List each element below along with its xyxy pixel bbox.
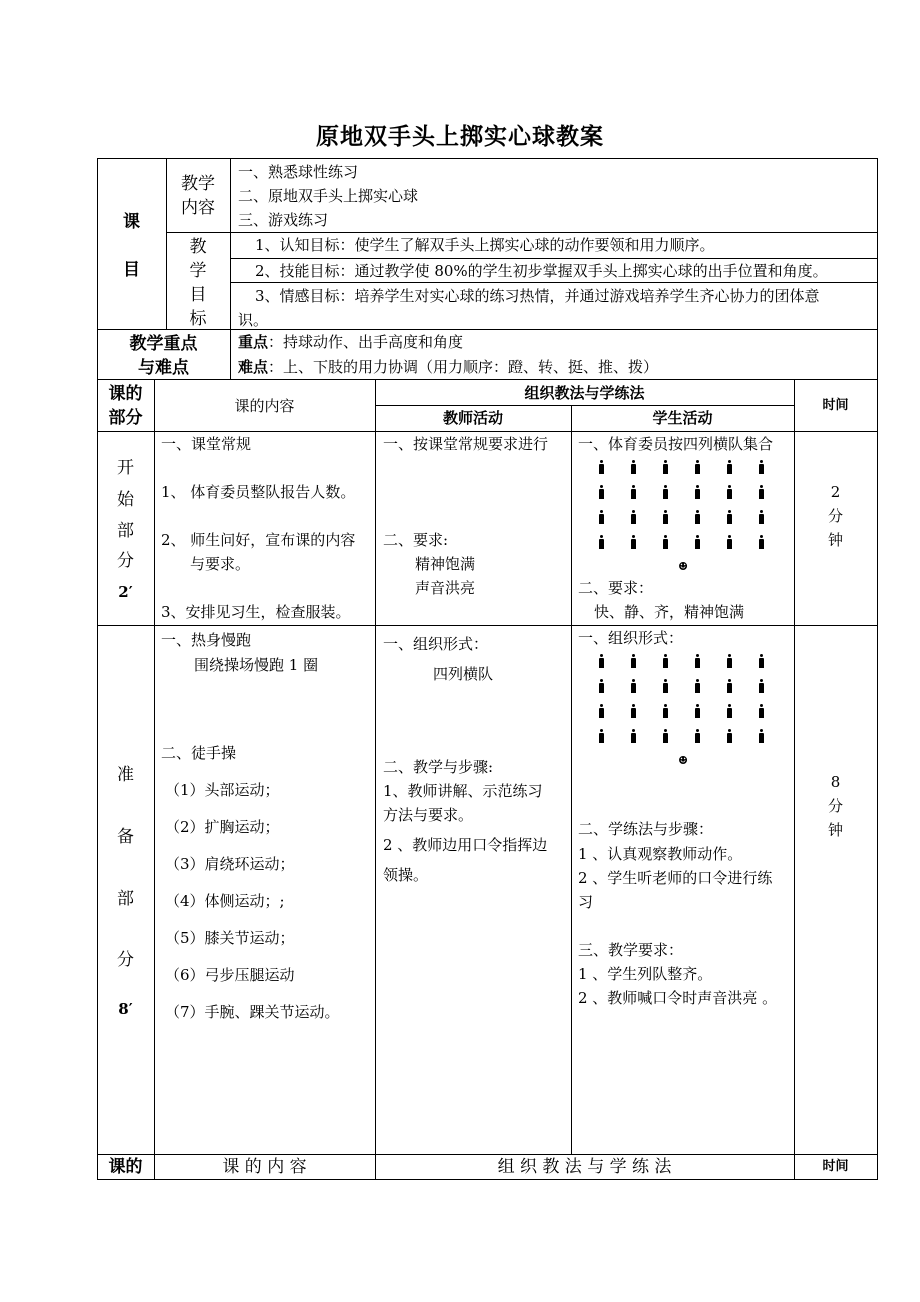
content-label-l1: 教学 bbox=[181, 174, 215, 194]
page-title: 原地双手头上掷实心球教案 bbox=[316, 123, 604, 150]
standing-person-icon bbox=[695, 654, 700, 668]
prep-part-char: 部 bbox=[117, 889, 134, 909]
smiley-face-icon: ☻ bbox=[678, 560, 688, 573]
start-teacher-line: 二、要求: bbox=[383, 531, 449, 549]
difficulty-text: ：上、下肢的用力协调（用力顺序：蹬、转、挺、推、拨） bbox=[268, 358, 659, 376]
col-content: 课的内容 bbox=[234, 397, 295, 415]
prep-time-char: 8 bbox=[830, 773, 841, 791]
objective-item: 2、技能目标：通过教学使 80%的学生初步掌握双手头上掷实心球的出手位置和角度。 bbox=[255, 262, 828, 280]
start-part-minutes: 2′ bbox=[118, 583, 133, 601]
standing-person-icon bbox=[663, 510, 668, 524]
start-content-line: 2、 师生问好，宣布课的内容 bbox=[161, 531, 356, 549]
standing-person-icon bbox=[727, 654, 732, 668]
prep-student-line: 二、学练法与步骤： bbox=[578, 820, 714, 838]
standing-person-icon bbox=[759, 654, 764, 668]
standing-person-icon bbox=[599, 654, 604, 668]
standing-person-icon bbox=[727, 729, 732, 743]
prep-student-line: 1 、认真观察教师动作。 bbox=[578, 845, 743, 863]
prep-part-char: 备 bbox=[117, 827, 134, 847]
prep-content-line: （1）头部运动； bbox=[165, 781, 280, 799]
start-content-line: 3、安排见习生，检查服装。 bbox=[161, 603, 351, 621]
start-student-line: 快、静、齐，精神饱满 bbox=[594, 603, 745, 621]
standing-person-icon bbox=[631, 704, 636, 718]
prep-content-line: （3）肩绕环运动； bbox=[165, 855, 295, 873]
smiley-face-icon: ☻ bbox=[678, 754, 688, 767]
prep-time-char: 分 bbox=[827, 797, 843, 815]
col-part-l1: 课的 bbox=[108, 384, 143, 404]
standing-person-icon bbox=[759, 510, 764, 524]
footer-time: 时间 bbox=[822, 1159, 849, 1174]
standing-person-icon bbox=[663, 729, 668, 743]
standing-person-icon bbox=[631, 535, 636, 549]
standing-person-icon bbox=[631, 510, 636, 524]
standing-person-icon bbox=[631, 679, 636, 693]
standing-person-icon bbox=[695, 729, 700, 743]
prep-teacher-line: 一、组织形式： bbox=[383, 635, 489, 653]
prep-student-line: 2 、教师喊口令时声音洪亮 。 bbox=[578, 989, 778, 1007]
standing-person-icon bbox=[631, 460, 636, 474]
footer-organization: 组 织 教 法 与 学 练 法 bbox=[497, 1157, 672, 1177]
content-item: 一、熟悉球性练习 bbox=[238, 163, 359, 181]
standing-person-icon bbox=[663, 485, 668, 499]
standing-person-icon bbox=[663, 460, 668, 474]
difficulty-key: 难点 bbox=[238, 358, 269, 376]
prep-content-line: 围绕操场慢跑 1 圈 bbox=[194, 656, 319, 674]
prep-part-char: 分 bbox=[117, 950, 134, 970]
prep-teacher-line: 2 、教师边用口令指挥边 bbox=[383, 836, 548, 854]
prep-student-line: 1 、学生列队整齐。 bbox=[578, 965, 713, 983]
start-teacher-line: 一、按课堂常规要求进行 bbox=[383, 435, 549, 453]
objective-label-char: 教 bbox=[189, 237, 207, 257]
start-content-line: 与要求。 bbox=[190, 555, 251, 573]
col-organization: 组织教法与学练法 bbox=[524, 384, 645, 402]
objective-label-char: 目 bbox=[189, 285, 207, 305]
start-part-char: 部 bbox=[117, 521, 134, 541]
col-time: 时间 bbox=[822, 398, 849, 413]
key-points-label-l2: 与难点 bbox=[138, 358, 189, 378]
prep-content-line: （7）手腕、踝关节运动。 bbox=[165, 1003, 340, 1021]
standing-person-icon bbox=[759, 729, 764, 743]
key-points-label-l1: 教学重点 bbox=[129, 334, 198, 354]
footer-part: 课的 bbox=[108, 1157, 143, 1177]
start-student-line: 二、要求： bbox=[578, 579, 654, 597]
footer-content: 课 的 内 容 bbox=[222, 1157, 307, 1177]
prep-teacher-line: 方法与要求。 bbox=[383, 806, 474, 824]
course-label-ke: 课 bbox=[123, 212, 140, 232]
prep-teacher-line: 二、教学与步骤: bbox=[383, 758, 494, 776]
standing-person-icon bbox=[759, 460, 764, 474]
standing-person-icon bbox=[727, 679, 732, 693]
standing-person-icon bbox=[599, 679, 604, 693]
start-content-line: 1、 体育委员整队报告人数。 bbox=[161, 483, 356, 501]
standing-person-icon bbox=[599, 704, 604, 718]
standing-person-icon bbox=[695, 704, 700, 718]
standing-person-icon bbox=[727, 510, 732, 524]
col-teacher: 教师活动 bbox=[442, 409, 503, 427]
start-student-line: 一、体育委员按四列横队集合 bbox=[578, 435, 774, 453]
standing-person-icon bbox=[599, 485, 604, 499]
standing-person-icon bbox=[663, 704, 668, 718]
standing-person-icon bbox=[663, 679, 668, 693]
content-label-l2: 内容 bbox=[181, 198, 215, 218]
difficulty-row bbox=[238, 355, 658, 379]
start-teacher-line: 精神饱满 bbox=[415, 555, 476, 573]
prep-content-line: （4）体侧运动；; bbox=[165, 892, 285, 910]
standing-person-icon bbox=[695, 485, 700, 499]
content-item: 二、原地双手头上掷实心球 bbox=[238, 187, 419, 205]
prep-time-char: 钟 bbox=[827, 821, 843, 839]
key-point-text: ：持球动作、出手高度和角度 bbox=[268, 333, 464, 351]
objective-label-char: 学 bbox=[189, 261, 207, 281]
standing-person-icon bbox=[727, 460, 732, 474]
lesson-plan-table bbox=[97, 158, 878, 1180]
prep-student-line: 三、教学要求： bbox=[578, 941, 684, 959]
start-time-char: 2 bbox=[830, 483, 841, 501]
standing-person-icon bbox=[599, 535, 604, 549]
standing-person-icon bbox=[663, 654, 668, 668]
prep-content-line: （2）扩胸运动； bbox=[165, 818, 280, 836]
prep-part-char: 准 bbox=[117, 765, 134, 785]
standing-person-icon bbox=[727, 485, 732, 499]
prep-teacher-line: 领操。 bbox=[383, 866, 429, 884]
prep-teacher-line: 1、教师讲解、示范练习 bbox=[383, 782, 543, 800]
start-part-char: 开 bbox=[117, 458, 134, 478]
standing-person-icon bbox=[599, 460, 604, 474]
prep-content-line: （6）弓步压腿运动 bbox=[165, 966, 295, 984]
standing-person-icon bbox=[759, 704, 764, 718]
prep-teacher-line: 四列横队 bbox=[433, 665, 494, 683]
standing-person-icon bbox=[759, 679, 764, 693]
key-point-row bbox=[238, 330, 463, 354]
start-content-line: 一、课堂常规 bbox=[161, 435, 252, 453]
objective-label-char: 标 bbox=[189, 309, 207, 329]
prep-content-line: （5）膝关节运动； bbox=[165, 929, 295, 947]
start-time-char: 分 bbox=[827, 507, 843, 525]
standing-person-icon bbox=[663, 535, 668, 549]
key-point-key: 重点 bbox=[238, 333, 269, 351]
prep-content-line: 一、热身慢跑 bbox=[161, 631, 252, 649]
standing-person-icon bbox=[631, 729, 636, 743]
objective-item: 识。 bbox=[238, 311, 269, 329]
objective-item: 1、认知目标：使学生了解双手头上掷实心球的动作要领和用力顺序。 bbox=[255, 236, 715, 254]
standing-person-icon bbox=[695, 510, 700, 524]
prep-student-line: 习 bbox=[578, 893, 594, 911]
col-student: 学生活动 bbox=[652, 409, 713, 427]
standing-person-icon bbox=[695, 460, 700, 474]
standing-person-icon bbox=[759, 535, 764, 549]
prep-part-minutes: 8′ bbox=[118, 1000, 133, 1018]
standing-person-icon bbox=[727, 704, 732, 718]
start-teacher-line: 声音洪亮 bbox=[415, 579, 476, 597]
objective-item: 3、情感目标：培养学生对实心球的练习热情，并通过游戏培养学生齐心协力的团体意 bbox=[255, 287, 820, 305]
start-time-char: 钟 bbox=[827, 531, 843, 549]
content-item: 三、游戏练习 bbox=[238, 211, 329, 229]
course-label-mu: 目 bbox=[123, 260, 140, 280]
standing-person-icon bbox=[727, 535, 732, 549]
standing-person-icon bbox=[695, 679, 700, 693]
prep-content-line: 二、徒手操 bbox=[161, 744, 237, 762]
prep-student-line: 2 、学生听老师的口令进行练 bbox=[578, 869, 773, 887]
standing-person-icon bbox=[759, 485, 764, 499]
standing-person-icon bbox=[631, 654, 636, 668]
start-part-char: 分 bbox=[117, 551, 134, 571]
col-part-l2: 部分 bbox=[108, 408, 143, 428]
prep-student-line: 一、组织形式： bbox=[578, 629, 684, 647]
standing-person-icon bbox=[599, 510, 604, 524]
standing-person-icon bbox=[599, 729, 604, 743]
standing-person-icon bbox=[631, 485, 636, 499]
start-part-char: 始 bbox=[117, 490, 134, 510]
standing-person-icon bbox=[695, 535, 700, 549]
